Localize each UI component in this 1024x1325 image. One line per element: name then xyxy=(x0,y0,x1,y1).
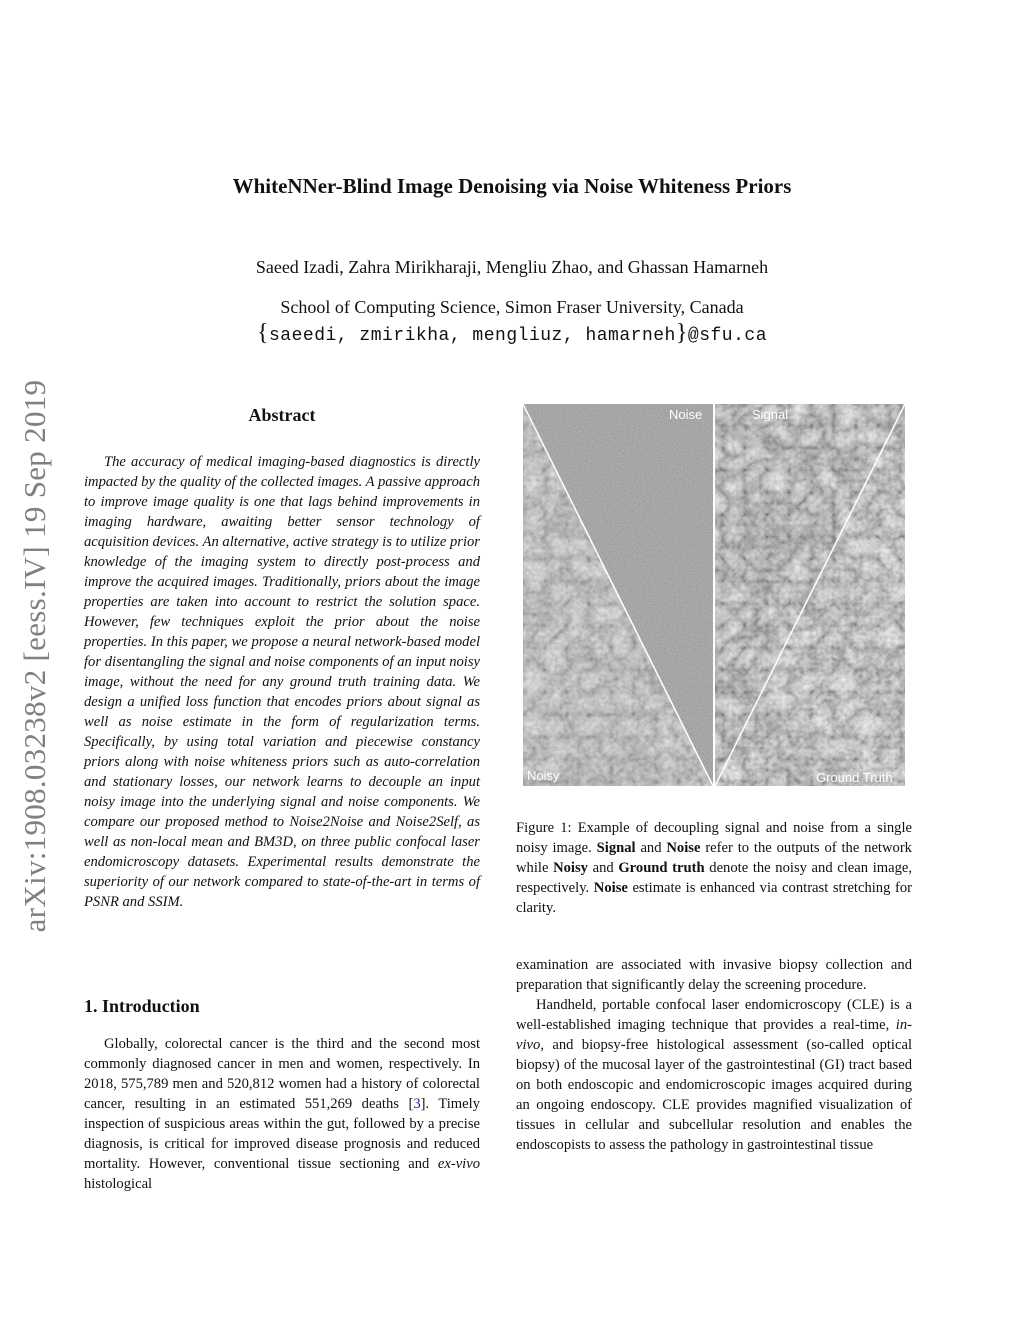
right-column-text xyxy=(516,955,912,1155)
noisy-label: Noisy xyxy=(527,768,560,783)
intro-text-1: Globally, colorectal cancer is the third and the second most commonly diagnosed cancer in men and women, respectively. In 2018, 575,789 men and 520,812 women had a history of colorectal cancer, resulting in an estimated 551,269 deaths [ xyxy=(84,1036,480,1112)
figure-1-image xyxy=(523,404,905,786)
author-list: Saeed Izadi, Zahra Mirikharaji, Mengliu Zhao, and Ghassan Hamarneh xyxy=(255,257,769,277)
figure-1-svg xyxy=(523,404,905,786)
affiliation: School of Computing Science, Simon Fraser University, Canada xyxy=(280,297,744,317)
intro-text-2: ]. Timely inspection of suspicious areas within the gut, followed by a precise diagnosis, is critical for improved disease prognosis and reduced mortality. However, conventional tissue sectioning and xyxy=(84,1096,480,1172)
author-emails xyxy=(0,320,1024,347)
p2-italic-term: in-vivo xyxy=(516,1017,912,1053)
caption-end: estimate is enhanced via contrast stretching for clarity. xyxy=(516,880,912,916)
arxiv-stamp xyxy=(15,356,55,956)
introduction-paragraph xyxy=(84,1034,480,1194)
abstract-body: The accuracy of medical imaging-based diagnostics is directly impacted by the quality of the collected images. A passive approach to improve image quality is one that lags behind improvements in imaging hardware, awaiting better sensor technology of acquisition devices. An alternative, active strategy is to utilize prior knowledge of the imaging system to directly post-process and improve the acquired images. Traditionally, priors about the image properties are taken into account to restrict the solution space. However, few techniques exploit the prior about the noise properties. In this paper, we propose a neural network-based model for disentangling the signal and noise components of an input noisy image, without the need for any ground truth training data. We design a unified loss function that encodes priors about signal as well as noise estimate in the form of regularization terms. Specifically, by using total variation and piecewise constancy priors along with noise whiteness priors such as auto-correlation and stationary losses, our network learns to decouple an input noisy image into the underlying signal and noise components. We compare our proposed method to Noise2Noise and Noise2Self, as well as non-local mean and BM3D, on three public confocal laser endomicroscopy datasets. Experimental results demonstrate the superiority of our network compared to state-of-the-art in terms of PSNR and SSIM. xyxy=(84,454,480,910)
citation-link[interactable]: 3 xyxy=(413,1096,421,1112)
caption-signal: Signal xyxy=(596,840,636,856)
caption-prefix: Figure 1: Example of decoupling signal and noise from a single noisy image. xyxy=(516,820,912,856)
intro-italic-term: ex-vivo xyxy=(437,1156,480,1172)
email-list: saeedi, zmirikha, mengliuz, hamarneh xyxy=(269,326,676,346)
caption-and-1: and xyxy=(635,840,667,856)
email-domain: @sfu.ca xyxy=(687,326,768,346)
arxiv-stamp-text: arXiv:1908.03238v2 [eess.IV] 19 Sep 2019 xyxy=(17,379,52,933)
noise-label: Noise xyxy=(669,407,703,422)
figure-1-caption xyxy=(516,818,912,918)
ground-truth-label: Ground Truth xyxy=(816,770,893,785)
caption-noise-2: Noise xyxy=(593,880,628,896)
right-column-paragraph-2 xyxy=(516,995,912,1155)
caption-noisy: Noisy xyxy=(553,860,588,876)
intro-text-3: histological xyxy=(84,1176,153,1192)
p2-text-1: Handheld, portable confocal laser endomicroscopy (CLE) is a well-established imaging technique that provides a real-time, xyxy=(516,997,912,1033)
email-open-brace: { xyxy=(256,320,269,346)
right-column-paragraph-1: examination are associated with invasive biopsy collection and preparation that significantly delay the screening procedure. xyxy=(516,957,912,993)
caption-and-2: and xyxy=(587,860,619,876)
introduction-heading: 1. Introduction xyxy=(84,996,200,1016)
paper-title: WhiteNNer-Blind Image Denoising via Noise Whiteness Priors xyxy=(232,174,792,198)
caption-ground-truth: Ground truth xyxy=(618,860,705,876)
email-close-brace: } xyxy=(675,320,688,346)
caption-mid-2: denote the noisy and clean image, respectively. xyxy=(516,860,913,896)
abstract-heading: Abstract xyxy=(248,405,316,425)
caption-mid: refer to the outputs of the network while xyxy=(516,840,912,876)
signal-label: Signal xyxy=(752,407,789,422)
p2-text-2: , and biopsy-free histological assessment (so-called optical biopsy) of the mucosal layer of the gastrointestinal (GI) tract based on both endoscopic and endomicroscopic images acquired during an ongoing endoscopy. CLE provides magnified visualization of tissues in cellular and subcellular resolution and enables the endoscopists to assess the pathology in gastrointestinal tissue xyxy=(516,1037,912,1153)
caption-noise: Noise xyxy=(666,840,701,856)
